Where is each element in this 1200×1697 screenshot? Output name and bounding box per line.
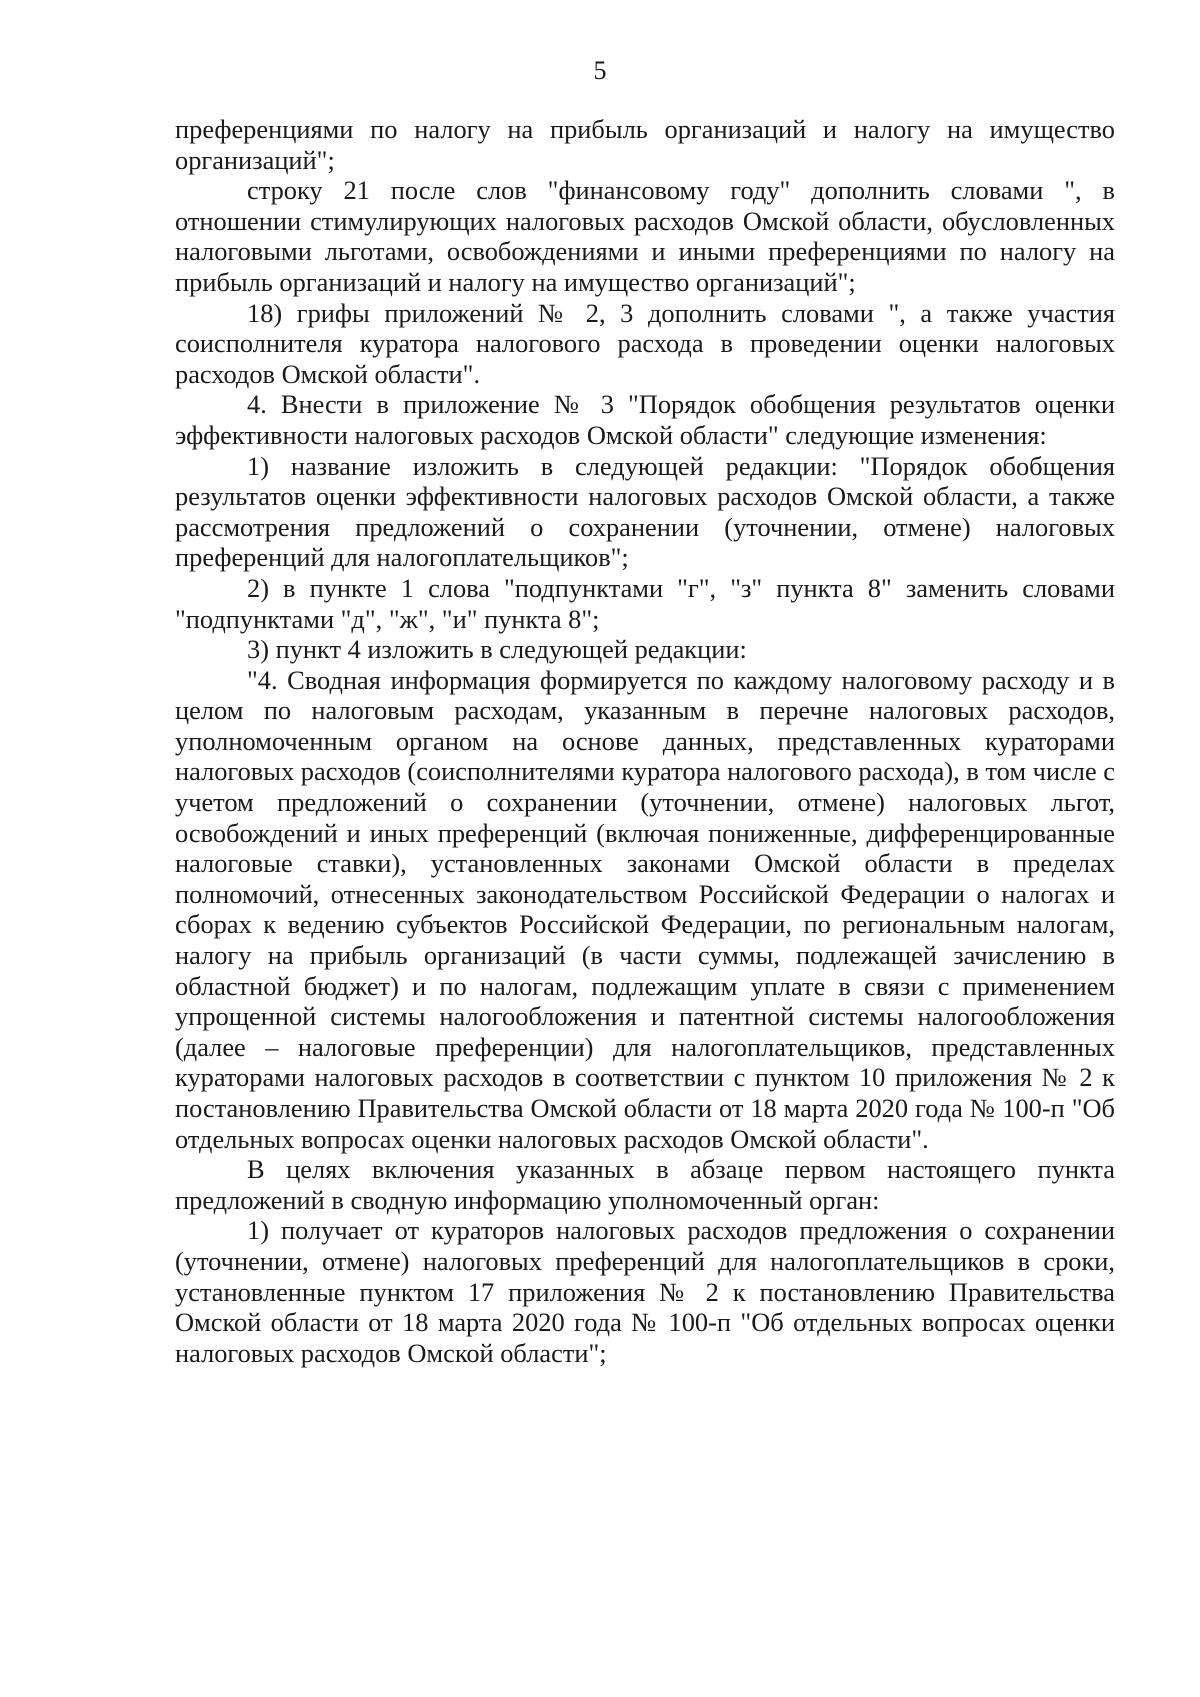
paragraph: 18) грифы приложений № 2, 3 дополнить словами ", а также участия соисполнителя куратора налогового расхода в проведении оценки налоговых расходов Омской области". [175, 297, 1115, 389]
page-number: 5 [593, 56, 607, 85]
paragraph: 1) получает от кураторов налоговых расходов предложения о сохранении (уточнении, отмене) налоговых преференций для налогоплательщиков в сроки, установленные пунктом 17 приложения № 2 к постановлению Правительства Омской области от 18 марта 2020 года № 100-п "Об отдельных вопросах оценки налоговых расходов Омской области"; [175, 1215, 1115, 1368]
paragraph: строку 21 после слов "финансовому году" дополнить словами ", в отношении стимулирующих налоговых расходов Омской области, обусловленных налоговыми льготами, освобождениями и иными преференциями по налогу на прибыль организаций и налогу на имущество организаций"; [175, 175, 1115, 297]
paragraph: В целях включения указанных в абзаце первом настоящего пункта предложений в сводную информацию уполномоченный орган: [175, 1154, 1115, 1215]
document-body [175, 114, 1115, 1368]
paragraph: 3) пункт 4 изложить в следующей редакции: [247, 634, 747, 665]
paragraph: 1) название изложить в следующей редакции: "Порядок обобщения результатов оценки эффективности налоговых расходов Омской области, а также рассмотрения предложений о сохранении (уточнении, отмене) налоговых преференций для налогоплательщиков"; [175, 450, 1115, 573]
paragraph: "4. Сводная информация формируется по каждому налоговому расходу и в целом по налоговым расходам, указанным в перечне налоговых расходов, уполномоченным органом на основе данных, представленных кураторами налоговых расходов (соисполнителями куратора налогового расхода), в том числе с учетом предложений о сохранении (уточнении, отмене) налоговых льгот, освобождений и иных преференций (включая пониженные, дифференцированные налоговые ставки), установленных законами Омской области в пределах полномочий, отнесенных законодательством Российской Федерации о налогах и сборах к ведению субъектов Российской Федерации, по региональным налогам, налогу на прибыль организаций (в части суммы, подлежащей зачислению в областной бюджет) и по налогам, подлежащим уплате в связи с применением упрощенной системы налогообложения и патентной системы налогообложения (далее – налоговые преференции) для налогоплательщиков, представленных кураторами налоговых расходов в соответствии с пунктом 10 приложения № 2 к постановлению Правительства Омской области от 18 марта 2020 года № 100-п "Об отдельных вопросах оценки налоговых расходов Омской области". [175, 664, 1115, 1154]
paragraph: 4. Внести в приложение № 3 "Порядок обобщения результатов оценки эффективности налоговых расходов Омской области" следующие изменения: [175, 389, 1115, 450]
paragraph: 2) в пункте 1 слова "подпунктами "г", "з" пункта 8" заменить словами "подпунктами "д", "ж", "и" пункта 8"; [175, 572, 1115, 634]
paragraph: преференциями по налогу на прибыль организаций и налогу на имущество организаций"; [175, 114, 1115, 175]
